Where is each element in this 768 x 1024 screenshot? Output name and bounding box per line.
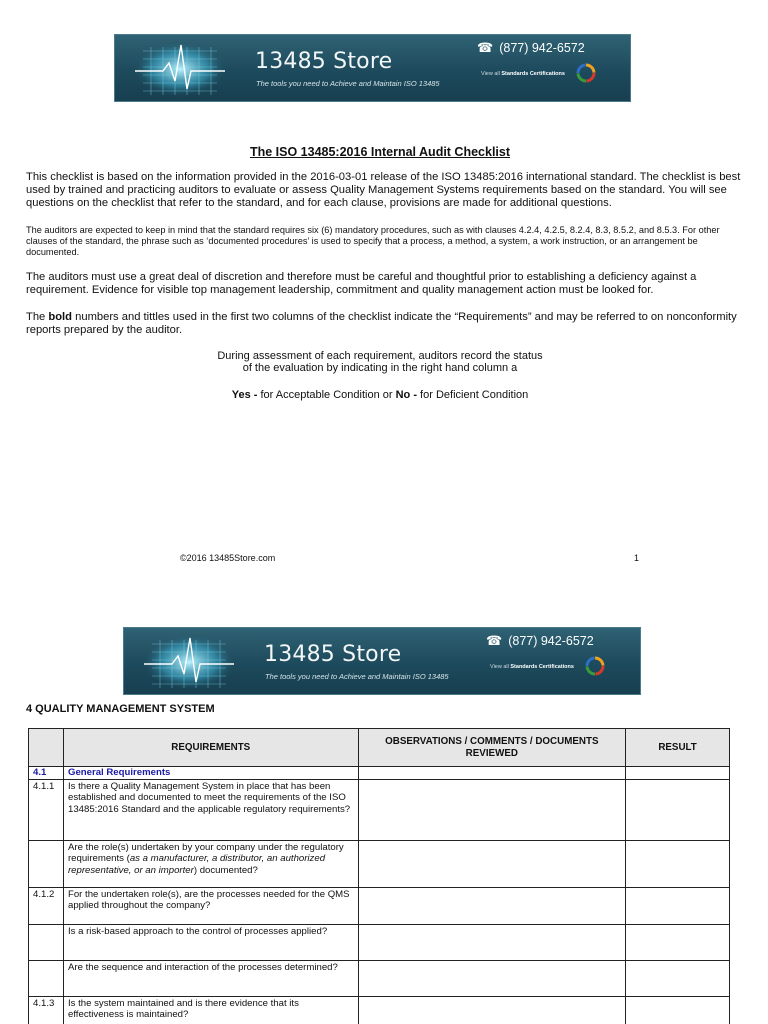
yes-no-legend: [0, 389, 760, 401]
table-row: [29, 924, 730, 960]
requirement-text: Are the sequence and interaction of the processes determined?: [63, 960, 358, 996]
assessment-line-2: of the evaluation by indicating in the right hand column a: [242, 362, 518, 374]
result-cell[interactable]: [626, 779, 730, 840]
yes-text: for Acceptable Condition or: [257, 389, 396, 401]
observation-cell[interactable]: [358, 887, 626, 924]
clause-number: 4.1.3: [29, 996, 64, 1024]
header-number: [29, 729, 64, 767]
table-row: [29, 996, 730, 1024]
subsection-number: 4.1: [29, 767, 64, 780]
clause-number: [29, 960, 64, 996]
header-result: RESULT: [626, 729, 730, 767]
store-tagline: The tools you need to Achieve and Maintain ISO 13485: [265, 672, 449, 681]
subsection-title: General Requirements: [63, 767, 358, 780]
para4-bold: bold: [48, 311, 73, 323]
view-all-link[interactable]: [490, 664, 574, 670]
observation-cell[interactable]: [358, 924, 626, 960]
para4-pre: The: [26, 311, 49, 323]
mandatory-procedures-paragraph: The auditors are expected to keep in mind that the standard requires six (6) mandatory procedures, such as with clauses 4.2.4, 4.2.5, 8.2.4, 8.3, 8.5.2, and 8.5.3. For other clauses of the standard, the phrase such as ‘documented procedures’ is used to specify that a process, a method, a system, a work instruction, or an arrangement be documented.: [26, 225, 720, 257]
table-row: [29, 887, 730, 924]
view-all-prefix: View all: [481, 71, 500, 77]
view-all-link-text: Standards Certifications: [510, 664, 574, 670]
observation-cell[interactable]: [358, 996, 626, 1024]
table-header-row: [29, 729, 730, 767]
document-title: The ISO 13485:2016 Internal Audit Checklist: [249, 145, 511, 159]
para4-post: numbers and tittles used in the first two columns of the checklist indicate the “Requirements” and may be referred to on nonconformity reports prepared by the auditor.: [26, 311, 737, 336]
header-requirements: REQUIREMENTS: [63, 729, 358, 767]
no-label: No -: [395, 389, 417, 401]
bold-numbers-paragraph: [26, 311, 742, 337]
result-cell[interactable]: [626, 996, 730, 1024]
heartbeat-logo-icon: [142, 634, 236, 690]
section-heading: 4 QUALITY MANAGEMENT SYSTEM: [26, 703, 215, 715]
table-row: [29, 840, 730, 887]
requirement-text-pre: Are the role(s) undertaken by your company under the regulatory requirements (: [67, 841, 344, 864]
telephone-icon: ☎: [477, 40, 494, 55]
requirement-text: Is the system maintained and is there evidence that its effectiveness is maintained?: [63, 996, 358, 1024]
phone-number-text: (877) 942-6572: [499, 41, 585, 55]
clause-number: 4.1.2: [29, 887, 64, 924]
table-row: [29, 779, 730, 840]
audit-checklist-table: [28, 728, 730, 1024]
observation-cell[interactable]: [358, 779, 626, 840]
requirement-text-post: ) documented?: [193, 864, 258, 876]
store-name: 13485 Store: [255, 49, 393, 74]
telephone-icon: ☎: [486, 633, 503, 648]
assessment-line-1: During assessment of each requirement, auditors record the status: [217, 350, 543, 362]
clause-number: 4.1.1: [29, 779, 64, 840]
observation-cell[interactable]: [358, 767, 626, 780]
yes-label: Yes -: [231, 389, 258, 401]
result-cell[interactable]: [626, 960, 730, 996]
table-row: [29, 960, 730, 996]
store-banner-second[interactable]: [123, 627, 641, 695]
result-cell[interactable]: [626, 767, 730, 780]
phone-number[interactable]: [486, 633, 594, 649]
result-cell[interactable]: [626, 924, 730, 960]
requirement-text-italic: as a manufacturer, a distributor, an authorized representative, or an importer: [67, 853, 326, 876]
requirement-text: Is a risk-based approach to the control of processes applied?: [63, 924, 358, 960]
clause-number: [29, 924, 64, 960]
result-cell[interactable]: [626, 840, 730, 887]
header-observations: OBSERVATIONS / COMMENTS / DOCUMENTS REVIEWED: [358, 729, 626, 767]
certification-cycle-icon: [584, 655, 606, 677]
intro-paragraph: This checklist is based on the information provided in the 2016-03-01 release of the ISO 13485:2016 international standard. The checklist is best used by trained and practicing auditors to evaluate or assess Quality Management Systems requirements based on the standard. You will see questions on the checklist that refer to the standard, and for each clause, provisions are made for additional questions.: [26, 171, 741, 209]
phone-number-text: (877) 942-6572: [508, 634, 594, 648]
discretion-paragraph: The auditors must use a great deal of discretion and therefore must be careful and thoughtful prior to establishing a deficiency against a requirement. Evidence for visible top management leadership, commitment and quality management action must be looked for.: [26, 271, 697, 296]
store-banner-top[interactable]: [114, 34, 631, 102]
clause-number: [29, 840, 64, 887]
phone-number[interactable]: [477, 40, 585, 56]
store-tagline: The tools you need to Achieve and Maintain ISO 13485: [256, 79, 440, 88]
view-all-link-text: Standards Certifications: [501, 71, 565, 77]
requirement-text: For the undertaken role(s), are the processes needed for the QMS applied throughout the company?: [63, 887, 358, 924]
observation-cell[interactable]: [358, 840, 626, 887]
certification-cycle-icon: [575, 62, 597, 84]
footer-page-number: 1: [634, 553, 640, 563]
no-text: for Deficient Condition: [417, 389, 529, 401]
heartbeat-logo-icon: [133, 41, 227, 97]
requirement-text: [63, 840, 358, 887]
result-cell[interactable]: [626, 887, 730, 924]
subsection-row: [29, 767, 730, 780]
footer-copyright: ©2016 13485Store.com: [180, 553, 276, 563]
view-all-link[interactable]: [481, 71, 565, 77]
requirement-text: Is there a Quality Management System in place that has been established and documented to meet the requirements of the ISO 13485:2016 Standard and the applicable regulatory requirements?: [63, 779, 358, 840]
store-name: 13485 Store: [264, 642, 402, 667]
view-all-prefix: View all: [490, 664, 509, 670]
observation-cell[interactable]: [358, 960, 626, 996]
